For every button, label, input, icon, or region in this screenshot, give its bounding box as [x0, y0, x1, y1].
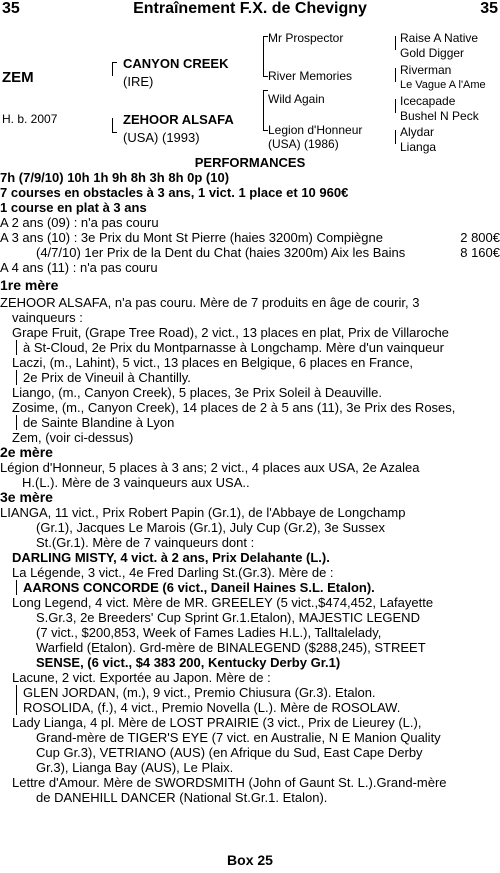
- text-line: Gr.3), Lianga Bay (AUS), Le Plaix.: [36, 760, 234, 775]
- dam-dam: Legion d'Honneur: [268, 123, 363, 137]
- text-line: Cup Gr.3), VETRIANO (AUS) (en Afrique du Sud, East Cape Derby: [36, 745, 423, 760]
- dam-name: ZEHOOR ALSAFA: [123, 112, 234, 127]
- text-line: Zem, (voir ci-dessus): [12, 430, 134, 445]
- bracket-sire-line: [263, 36, 264, 76]
- text-line: Zosime, (m., Canyon Creek), 14 places de 2 à 5 ans (11), 3e Prix des Roses,: [12, 400, 456, 415]
- bracket-tick: [112, 132, 117, 133]
- perf-age-3: [0, 230, 500, 245]
- sire-origin: (IRE): [123, 74, 154, 89]
- bracket-sire: [112, 62, 113, 76]
- page-header: [0, 0, 500, 20]
- mere1-title: 1re mère: [0, 277, 59, 293]
- bracket-dam-line: [263, 90, 264, 130]
- text-line: DARLING MISTY, 4 vict. à 2 ans, Prix Delahante (L.).: [12, 550, 330, 565]
- dss: Icecapade: [400, 94, 456, 108]
- perf-age-4: A 4 ans (11) : n'a pas couru: [0, 260, 158, 275]
- text-line: à St-Cloud, 2e Prix du Montparnasse à Longchamp. Mère d'un vainqueur: [16, 340, 500, 355]
- text-line: GLEN JORDAN, (m.), 9 vict., Premio Chiusura (Gr.3). Etalon.: [16, 685, 500, 700]
- perf-line: 7h (7/9/10) 10h 1h 9h 8h 3h 8h 0p (10): [0, 170, 230, 185]
- text-line: Laczi, (m., Lahint), 5 vict., 13 places en Belgique, 6 places en France,: [12, 355, 414, 370]
- text-line: AARONS CONCORDE (6 vict., Daneil Haines S.L. Etalon).: [16, 580, 500, 595]
- text-line: ROSOLIDA, (f.), 4 vict., Premio Novella (L.). Mère de ROSOLAW.: [16, 700, 500, 715]
- text-line: vainqueurs :: [12, 310, 83, 325]
- perf-age-2: A 2 ans (09) : n'a pas couru: [0, 215, 159, 230]
- text-line: LIANGA, 11 vict., Prix Robert Papin (Gr.1), de l'Abbaye de Longchamp: [0, 505, 406, 520]
- perf-age-3b-amount: 8 160€: [460, 245, 500, 260]
- text-line: Long Legend, 4 vict. Mère de MR. GREELEY (5 vict.,$474,452, Lafayette: [12, 595, 434, 610]
- bracket-g3: [395, 130, 396, 144]
- text-line: S.Gr.3, 2e Breeders' Cup Sprint Gr.1.Etalon), MAJESTIC LEGEND: [36, 610, 420, 625]
- text-line: (Gr.1), Jacques Le Marois (Gr.1), July Cup (Gr.2), 3e Sussex: [36, 520, 385, 535]
- text-line: Lady Lianga, 4 pl. Mère de LOST PRAIRIE (3 vict., Prix de Lieurey (L.),: [12, 715, 422, 730]
- page-number-right: 35: [480, 0, 498, 17]
- text-line: H.(L.). Mère de 3 vainqueurs aux USA..: [22, 475, 250, 490]
- text-line: de DANEHILL DANCER (National St.Gr.1. Etalon).: [36, 790, 328, 805]
- perf-line: 7 courses en obstacles à 3 ans, 1 vict. 1 place et 10 960€: [0, 185, 349, 200]
- perf-age-3-amount: 2 800€: [460, 230, 500, 245]
- text-line: La Légende, 3 vict., 4e Fred Darling St.(Gr.3). Mère de :: [12, 565, 334, 580]
- sire-sire: Mr Prospector: [268, 31, 344, 45]
- text-line: Lettre d'Amour. Mère de SWORDSMITH (John of Gaunt St. L.).Grand-mère: [12, 775, 447, 790]
- text-line: Légion d'Honneur, 5 places à 3 ans; 2 vict., 4 places aux USA, 2e Azalea: [0, 460, 420, 475]
- bracket-g3: [395, 68, 396, 82]
- mere3-title: 3e mère: [0, 490, 53, 505]
- sire-name: CANYON CREEK: [123, 56, 229, 71]
- sire-dam: River Memories: [268, 69, 353, 83]
- perf-line: 1 course en plat à 3 ans: [0, 200, 147, 215]
- horse-info: H. b. 2007: [2, 112, 58, 126]
- text-line: de Sainte Blandine à Lyon: [16, 415, 500, 430]
- perf-age-3-race: A 3 ans (10) : 3e Prix du Mont St Pierre (haies 3200m) Compiègne: [0, 230, 383, 245]
- horse-name: ZEM: [2, 69, 34, 86]
- performances-title: PERFORMANCES: [194, 155, 306, 170]
- sds: Riverman: [400, 63, 452, 77]
- sdd: Le Vague A l'Ame: [400, 79, 486, 91]
- text-line: Grape Fruit, (Grape Tree Road), 2 vict., 13 places en plat, Prix de Villaroche: [12, 325, 449, 340]
- bracket-tick: [263, 90, 268, 91]
- ddd: Lianga: [400, 140, 437, 154]
- text-line: (7 vict., $200,853, Week of Fames Ladies H.L.), Talltalelady,: [36, 625, 382, 640]
- bracket-dam: [112, 118, 113, 132]
- dds: Alydar: [400, 125, 435, 139]
- dam-sire: Wild Again: [268, 92, 325, 106]
- text-line: St.(Gr.1). Mère de 7 vainqueurs dont :: [36, 535, 255, 550]
- dam-dam-origin: (USA) (1986): [268, 137, 339, 151]
- document-body: [0, 155, 500, 805]
- page-number-left: 35: [2, 0, 20, 17]
- bracket-g3: [395, 36, 396, 50]
- perf-age-3b: [0, 245, 500, 260]
- text-line: Warfield (Etalon). Grd-mère de BINALEGEND ($288,245), STREET: [36, 640, 426, 655]
- text-line: Liango, (m., Canyon Creek), 5 places, 3e Prix Soleil à Deauville.: [12, 385, 382, 400]
- perf-age-3b-race: (4/7/10) 1er Prix de la Dent du Chat (haies 3200m) Aix les Bains: [36, 245, 406, 260]
- page-title: Entraînement F.X. de Chevigny: [133, 0, 367, 17]
- bracket-tick: [112, 62, 117, 63]
- footer-box-label: Box 25: [227, 852, 273, 868]
- ssd: Gold Digger: [400, 46, 465, 60]
- text-line: 2e Prix de Vineuil à Chantilly.: [16, 370, 500, 385]
- bracket-g3: [395, 99, 396, 113]
- text-line: Grand-mère de TIGER'S EYE (7 vict. en Australie, N E Manion Quality: [36, 730, 441, 745]
- text-line: Lacune, 2 vict. Exportée au Japon. Mère de :: [12, 670, 271, 685]
- sss: Raise A Native: [400, 31, 479, 45]
- dam-origin: (USA) (1993): [123, 130, 200, 145]
- mere2-title: 2e mère: [0, 445, 53, 460]
- dsd: Bushel N Peck: [400, 109, 479, 123]
- text-line: ZEHOOR ALSAFA, n'a pas couru. Mère de 7 produits en âge de courir, 3: [0, 295, 420, 310]
- pedigree-table: [0, 30, 500, 155]
- text-line: SENSE, (6 vict., $4 383 200, Kentucky Derby Gr.1): [36, 655, 341, 670]
